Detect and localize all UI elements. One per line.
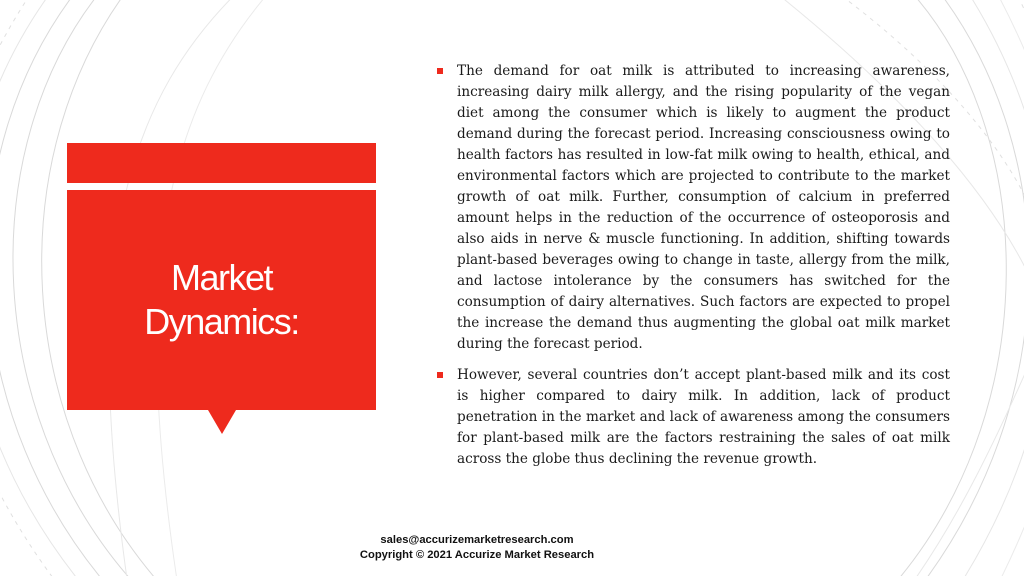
- square-bullet-icon: [437, 68, 443, 74]
- title-panel: [67, 190, 376, 410]
- slide-title-line-1: Market: [170, 257, 273, 298]
- bullet-item-restraints: [437, 365, 950, 470]
- bullet-text: The demand for oat milk is attributed to increasing awareness, increasing dairy milk allergy, and the rising popularity of the vegan diet among the consumer which is likely to augment the product demand during the forecast period. Increasing consciousness owing to health factors has resulted in low-fat milk owing to health, ethical, and environmental factors which are projected to contribute to the market growth of oat milk. Further, consumption of calcium in preferred amount helps in the reduction of the occurrence of osteoporosis and also aids in nerve & muscle functioning. In addition, shifting towards plant-based beverages owing to change in taste, allergy from the milk, and lactose intolerance by the consumers has switched for the consumption of dairy alternatives. Such factors are expected to propel the increase the demand thus augmenting the global oat milk market during the forecast period.: [457, 63, 950, 352]
- bullet-item-demand: [437, 61, 950, 355]
- triangle-pointer-icon: [208, 410, 236, 434]
- square-bullet-icon: [437, 372, 443, 378]
- slide-title-line-2: Dynamics:: [144, 301, 299, 342]
- bullet-text: However, several countries don’t accept plant-based milk and its cost is higher compared to dairy milk. In addition, lack of product penetration in the market and lack of awareness among the consumers for plant-based milk are the factors restraining the sales of oat milk across the globe thus declining the revenue growth.: [457, 367, 950, 467]
- footer-email: sales@accurizemarketresearch.com: [380, 534, 574, 546]
- footer-copyright: Copyright © 2021 Accurize Market Research: [359, 549, 595, 561]
- slide-title: [144, 256, 299, 344]
- bullet-list: [437, 61, 950, 470]
- footer: [300, 533, 654, 563]
- accent-strip: [67, 143, 376, 183]
